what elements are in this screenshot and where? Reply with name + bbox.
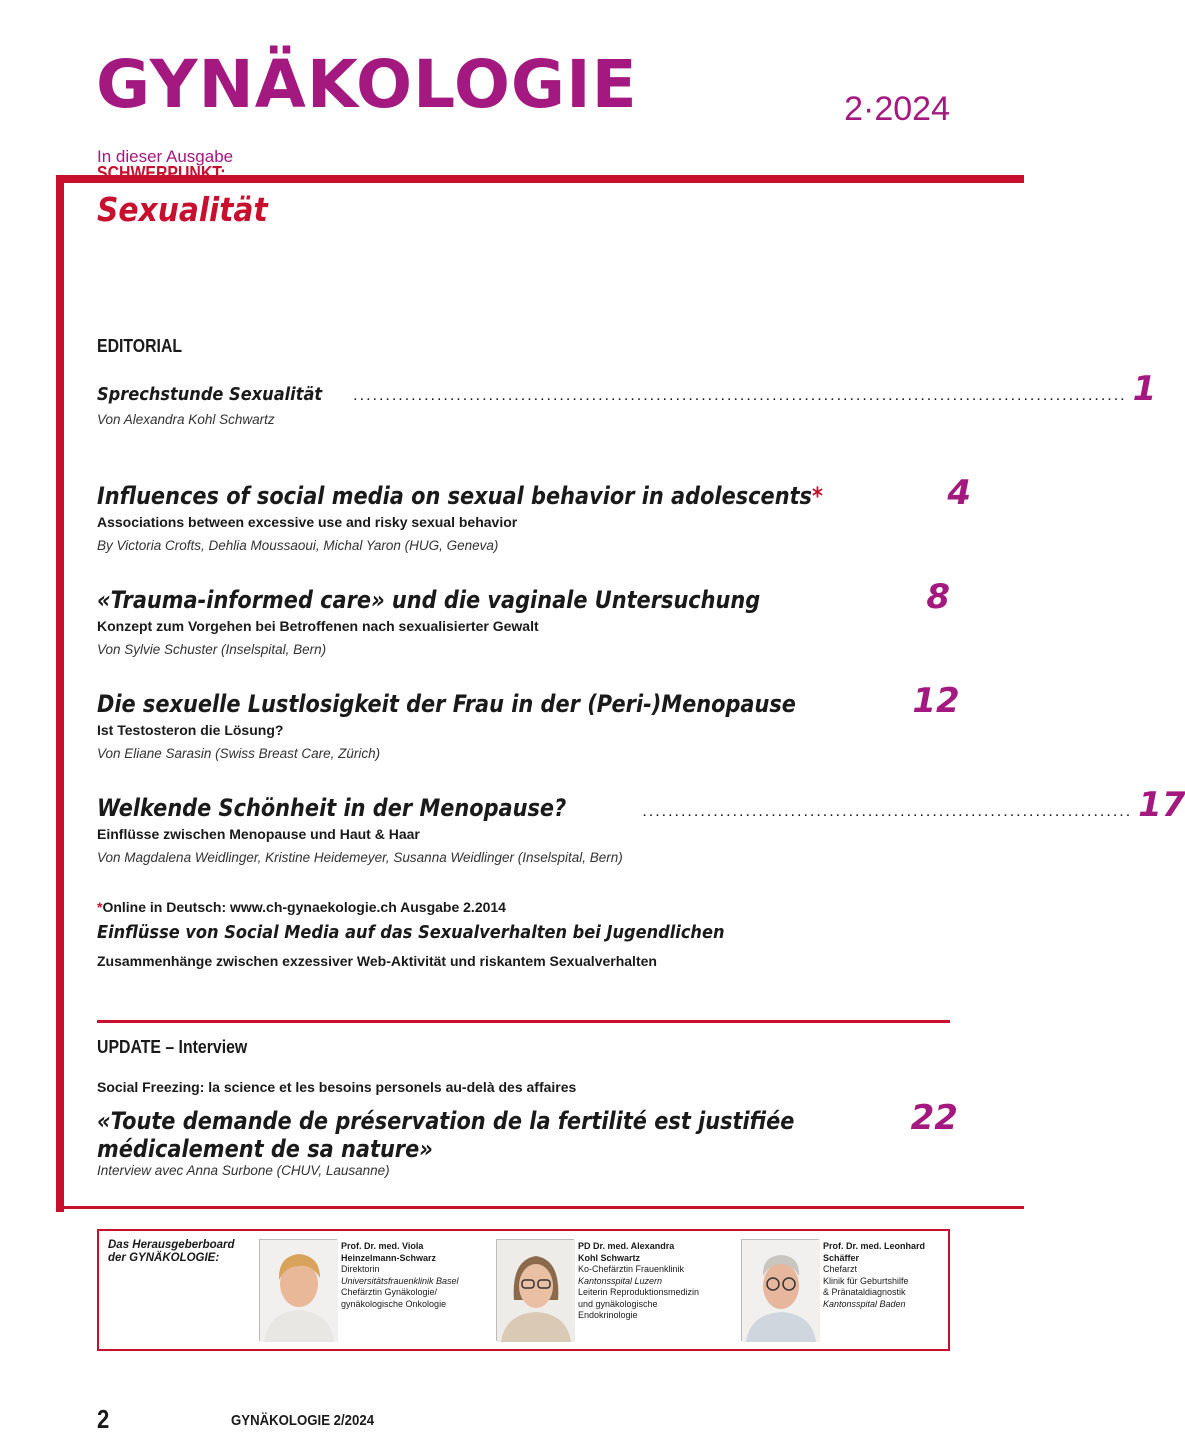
toc-subtitle: Konzept zum Vorgehen bei Betroffenen nach sexualisierter Gewalt (97, 618, 539, 634)
toc-title: Sprechstunde Sexualität (97, 384, 323, 405)
red-frame-left (56, 175, 64, 1212)
toc-entry-interview[interactable] (97, 1098, 958, 1178)
toc-title: «Trauma-informed care» und die vaginale Untersuchung (97, 586, 761, 614)
board-member-info: Prof. Dr. med. Leonhard Schäffer Chefarzt Klinik für Geburtshilfe & Pränataldiagnostik Kantonsspital Baden (823, 1241, 926, 1309)
toc-author: Von Sylvie Schuster (Inselspital, Bern) (97, 642, 327, 657)
board-member-info: Prof. Dr. med. Viola Heinzelmann-Schwarz Direktorin Universitätsfrauenklinik Basel Chefärztin Gynäkologie/ gynäkologische Onkologie (341, 1241, 459, 1309)
toc-title: Influences of social media on sexual behavior in adolescents* (97, 482, 823, 510)
toc-page-number: 17 (1138, 785, 1185, 825)
focus-label: SCHWERPUNKT: (97, 163, 226, 183)
toc-entry-article[interactable] (97, 681, 960, 761)
toc-entry-editorial[interactable] (97, 369, 1157, 427)
page-subtitle: In dieser Ausgabe (97, 147, 234, 166)
update-label: UPDATE – Interview (97, 1037, 248, 1057)
toc-entry-article[interactable] (97, 785, 1185, 865)
board-member-photo (496, 1239, 574, 1341)
red-frame-bottom (56, 1206, 1024, 1209)
magazine-title: GYNÄKOLOGIE (96, 46, 638, 123)
update-kicker: Social Freezing: la science et les besoins personels au-delà des affaires (97, 1079, 577, 1095)
toc-subtitle: Ist Testosteron die Lösung? (97, 722, 284, 738)
toc-author: Von Eliane Sarasin (Swiss Breast Care, Zürich) (97, 746, 381, 761)
toc-author: Von Alexandra Kohl Schwartz (97, 412, 275, 427)
toc-subtitle: Associations between excessive use and risky sexual behavior (97, 514, 518, 530)
toc-page-number: 1 (1132, 369, 1157, 409)
toc-page-number: 12 (912, 681, 960, 721)
page-number: 2 (97, 1404, 110, 1434)
toc-page-number: 22 (910, 1098, 958, 1138)
toc-author: By Victoria Crofts, Dehlia Moussaoui, Michal Yaron (HUG, Geneva) (97, 538, 499, 553)
footer-magazine: GYNÄKOLOGIE 2/2024 (231, 1412, 375, 1429)
update-divider (97, 1020, 950, 1023)
editorial-board (97, 1229, 950, 1351)
toc-author: Von Magdalena Weidlinger, Kristine Heidemeyer, Susanna Weidlinger (Inselspital, Bern) (97, 850, 623, 865)
board-member-photo (259, 1239, 337, 1341)
board-member-info: PD Dr. med. Alexandra Kohl Schwartz Ko-Chefärztin Frauenklinik Kantonsspital Luzern Leiterin Reproduktionsmedizin und gynäkologische Endokrinologie (578, 1241, 700, 1321)
toc-page-number: 8 (926, 577, 950, 617)
board-label: Das Herausgeberboard der GYNÄKOLOGIE: (108, 1239, 235, 1265)
toc-entry-article[interactable] (97, 577, 950, 657)
issue-number: 2·2024 (844, 90, 950, 128)
toc-author: Interview avec Anna Surbone (CHUV, Lausanne) (97, 1163, 390, 1178)
toc-page-number: 4 (947, 473, 972, 513)
toc-title: Die sexuelle Lustlosigkeit der Frau in der (Peri-)Menopause (97, 690, 796, 718)
board-member-photo (741, 1239, 819, 1341)
focus-title: Sexualität (97, 190, 268, 229)
online-note: *Online in Deutsch: www.ch-gynaekologie.ch Ausgabe 2.2014 (97, 899, 506, 915)
toc-title: Welkende Schönheit in der Menopause? (97, 794, 567, 822)
leader-dots: ............................................................................ (642, 803, 1133, 820)
toc-subtitle: Einflüsse zwischen Menopause und Haut & Haar (97, 826, 420, 842)
toc-title-line2: médicalement de sa nature» (97, 1135, 433, 1163)
leader-dots: ........................................................................................................................ (353, 387, 1127, 404)
online-article-subtitle: Zusammenhänge zwischen exzessiver Web-Aktivität und riskantem Sexualverhalten (97, 953, 657, 969)
toc-title: «Toute demande de préservation de la fertilité est justifiée (97, 1107, 795, 1135)
toc-entry-article[interactable] (97, 473, 972, 553)
editorial-label: EDITORIAL (97, 336, 183, 356)
online-article-title[interactable]: Einflüsse von Social Media auf das Sexualverhalten bei Jugendlichen (97, 922, 725, 943)
